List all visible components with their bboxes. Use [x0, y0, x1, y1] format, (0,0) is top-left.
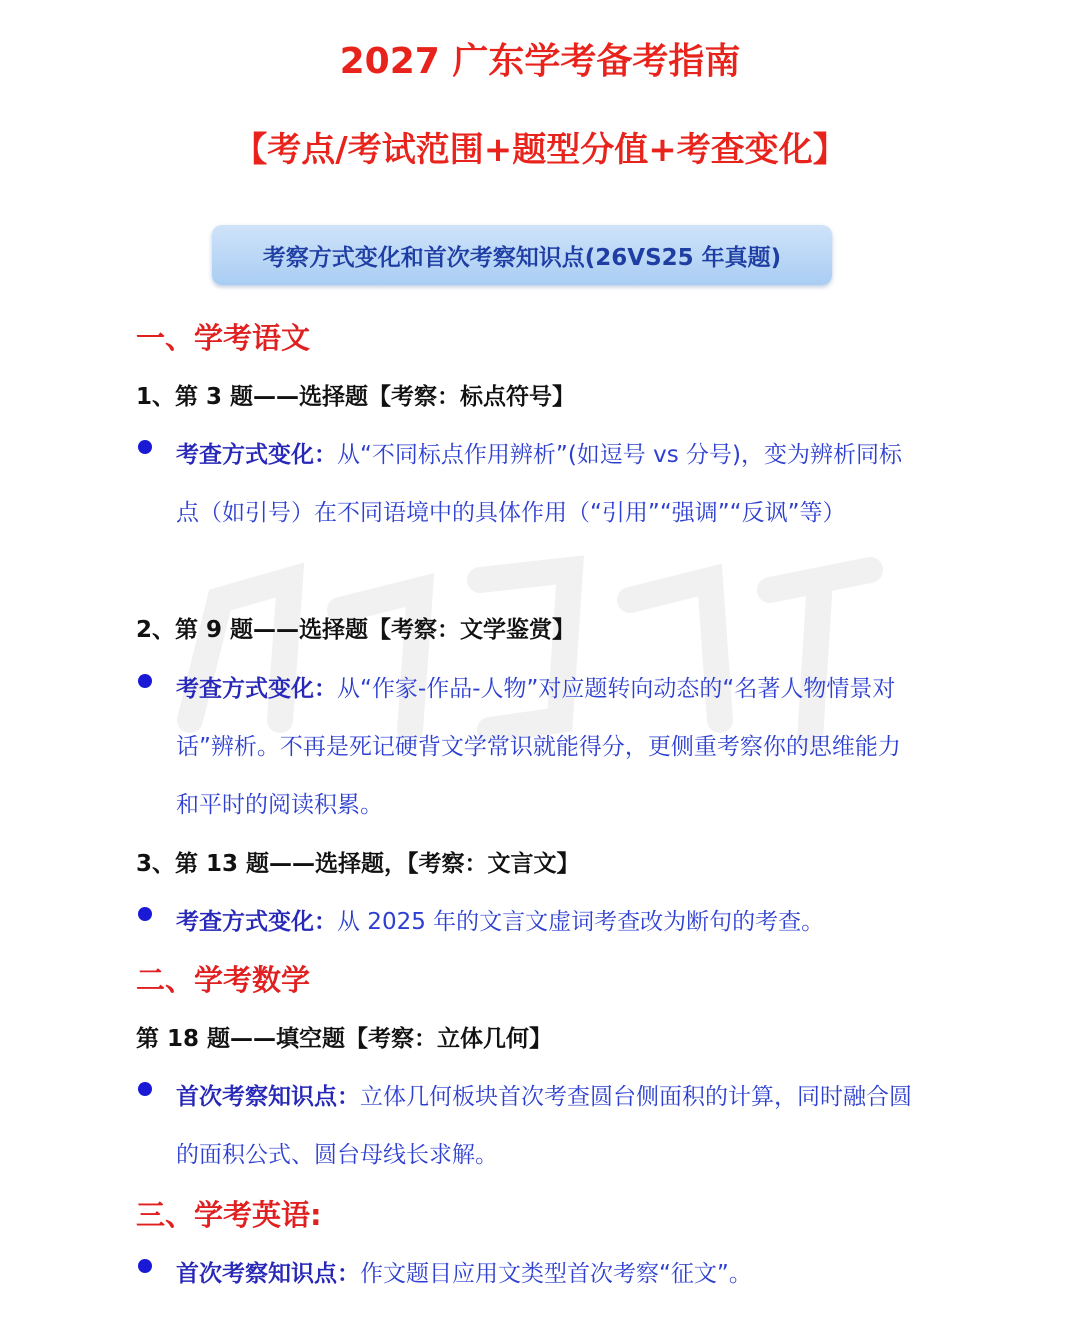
bullet-text: 从“作家-作品-人物”对应题转向动态的“名著人物情景对话”辨析。不再是死记硬背文学常识就能得分，更侧重考察你的思维能力和平时的阅读积累。: [176, 676, 901, 818]
bullet-label: 首次考察知识点：: [176, 1084, 360, 1110]
page-subtitle: 【考点/考试范围+题型分值+考查变化】: [233, 130, 847, 170]
list-item: [136, 1245, 916, 1303]
list-item: [136, 1068, 916, 1184]
bullet-label: 考查方式变化：: [176, 442, 337, 468]
bullet-dot-icon: [138, 440, 152, 454]
list-item: [136, 426, 916, 542]
bullet-label: 首次考察知识点：: [176, 1261, 360, 1287]
bullet-dot-icon: [138, 674, 152, 688]
section-heading-english: 三、学考英语:: [136, 1198, 322, 1232]
bullet-text: 从 2025 年的文言文虚词考查改为断句的考查。: [337, 909, 825, 935]
bullet-dot-icon: [138, 1082, 152, 1096]
list-item: [136, 893, 916, 951]
page-title: 2027 广东学考备考指南: [339, 41, 741, 82]
section-heading-chinese: 一、学考语文: [136, 321, 311, 355]
bullet-text: 作文题目应用文类型首次考察“征文”。: [360, 1261, 752, 1287]
bullet-text: 立体几何板块首次考查圆台侧面积的计算，同时融合圆的面积公式、圆台母线长求解。: [176, 1084, 912, 1168]
bullet-label: 考查方式变化：: [176, 676, 337, 702]
question-2: 2、第 9 题——选择题【考察：文学鉴赏】: [136, 617, 576, 643]
question-math: 第 18 题——填空题【考察：立体几何】: [136, 1026, 553, 1052]
question-1: 1、第 3 题——选择题【考察：标点符号】: [136, 384, 576, 410]
list-item: [136, 660, 916, 834]
section-banner: 考察方式变化和首次考察知识点(26VS25 年真题): [212, 225, 832, 285]
bullet-text: 从“不同标点作用辨析”(如逗号 vs 分号)，变为辨析同标点（如引号）在不同语境中的具体作用（“引用”“强调”“反讽”等）: [176, 442, 902, 526]
bullet-dot-icon: [138, 1259, 152, 1273]
bullet-label: 考查方式变化：: [176, 909, 337, 935]
bullet-dot-icon: [138, 907, 152, 921]
question-3: 3、第 13 题——选择题，【考察：文言文】: [136, 851, 580, 877]
section-heading-math: 二、学考数学: [136, 963, 311, 997]
